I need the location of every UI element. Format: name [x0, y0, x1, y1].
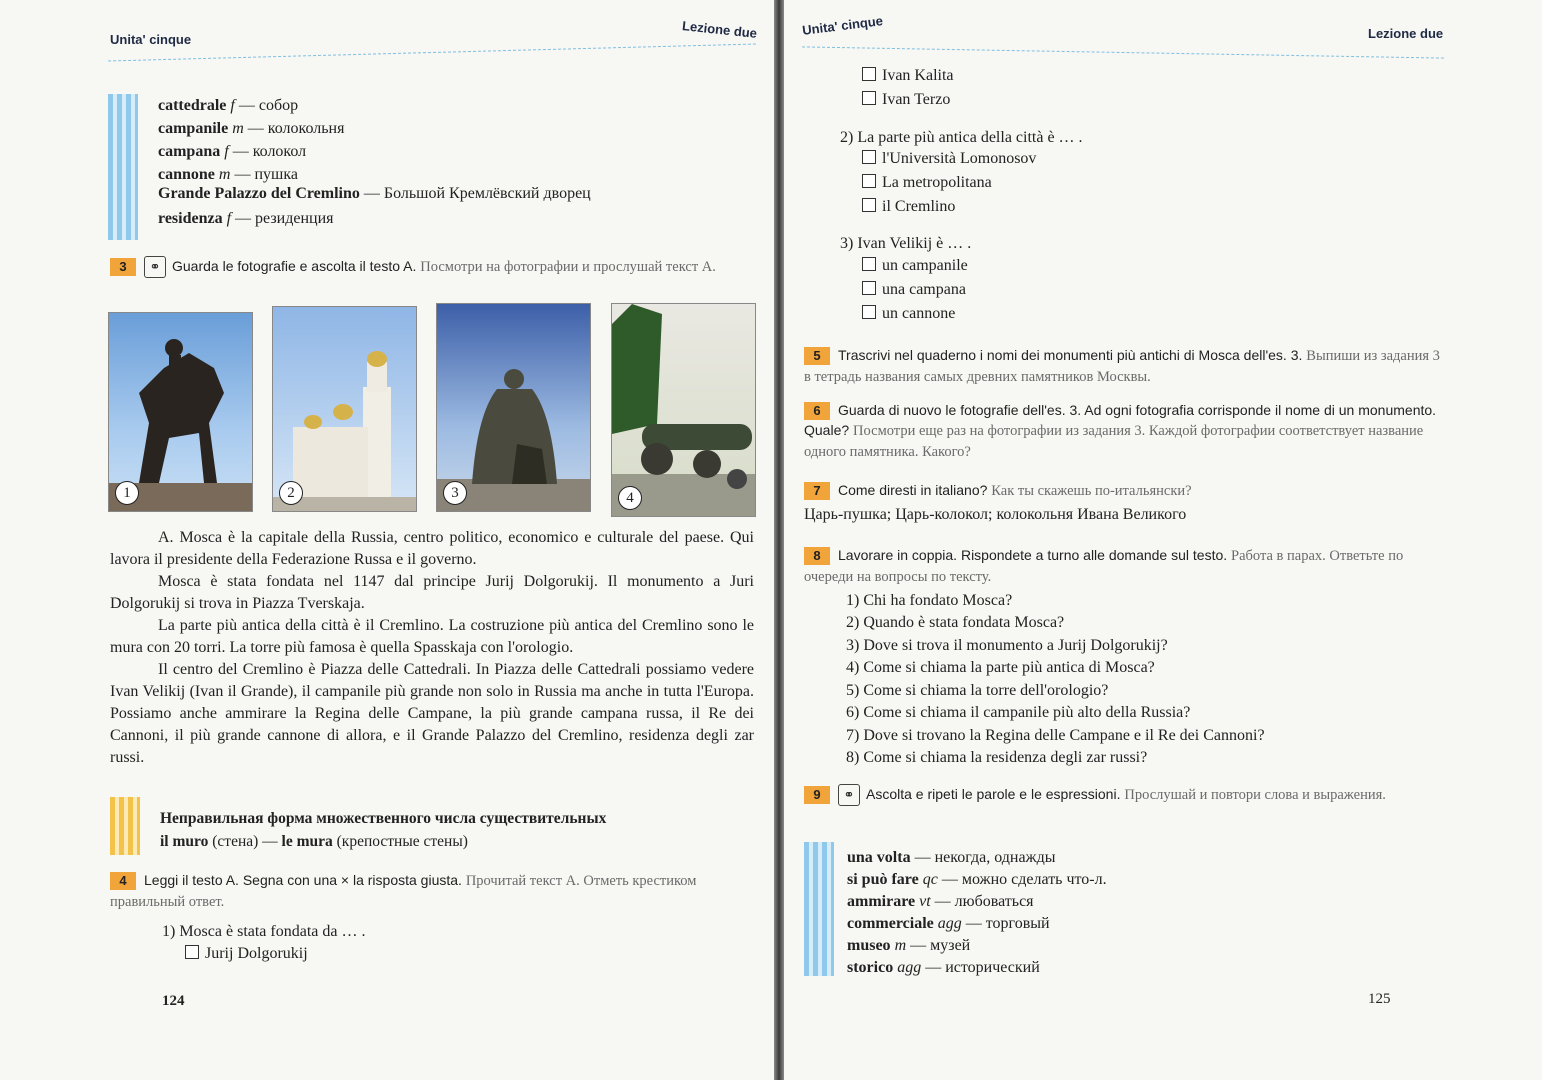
vocab-item: cattedrale f — собор — [158, 97, 299, 114]
answer-option[interactable]: una campana — [862, 278, 966, 302]
header-divider — [108, 44, 756, 62]
headphones-icon[interactable]: ⚭ — [144, 256, 166, 278]
text-a-paragraph: A. Mosca è la capitale della Russia, centro politico, economico e culturale del paese. Qui lavora il presidente della Federazione Russa e il governo. — [110, 529, 754, 568]
vocab-item: Grande Palazzo del Cremlino — Большой Кремлёвский дворец — [158, 185, 591, 202]
vocab-item: commerciale agg — торговый — [847, 915, 1050, 932]
photo-label: 2 — [279, 481, 303, 505]
exercise-number: 3 — [110, 258, 136, 276]
vocab-item: ammirare vt — любоваться — [847, 893, 1034, 910]
checkbox[interactable] — [862, 150, 876, 164]
exercise-number: 4 — [110, 872, 136, 890]
checkbox[interactable] — [862, 91, 876, 105]
answer-option[interactable]: La metropolitana — [862, 171, 992, 195]
exercise-instruction: Trascrivi nel quaderno i nomi dei monumenti più antichi di Mosca dell'es. 3. — [838, 347, 1303, 363]
exercise-number: 8 — [804, 547, 830, 565]
photo-label: 1 — [115, 481, 139, 505]
lesson-header: Lezione due — [1368, 26, 1444, 41]
question-item: 2) Quando è stata fondata Mosca? — [846, 614, 1065, 631]
vocab-bar — [804, 842, 834, 976]
exercise-number: 5 — [804, 347, 830, 365]
unit-header: Unita' cinque — [110, 32, 192, 47]
exercise-instruction-ru: Как ты скажешь по-итальянски? — [991, 483, 1192, 499]
photo-4 — [611, 303, 756, 517]
answer-option[interactable]: un cannone — [862, 302, 955, 326]
vocab-item: cannone m — пушка — [158, 166, 298, 183]
exercise-instruction-ru: Прослушай и повтори слова и выражения. — [1124, 787, 1386, 803]
vocab-item: campana f — колокол — [158, 143, 307, 160]
question-item: 3) Dove si trova il monumento a Jurij Dolgorukij? — [846, 637, 1168, 654]
photo-3 — [436, 303, 591, 512]
page-number: 125 — [1368, 991, 1391, 1007]
exercise-instruction: Lavorare in coppia. Rispondete a turno alle domande sul testo. — [838, 547, 1228, 563]
question-item: 6) Come si chiama il campanile più alto della Russia? — [846, 704, 1191, 721]
checkbox[interactable] — [862, 174, 876, 188]
tsar-cannon-image — [612, 304, 755, 516]
checkbox[interactable] — [862, 198, 876, 212]
exercise-instruction-ru: Прочитай текст А. Отметь крестиком правильный ответ. — [110, 873, 697, 910]
question-item: 4) Come si chiama la parte più antica di Mosca? — [846, 659, 1155, 676]
text-a-paragraph: La parte più antica della città è il Cremlino. La costruzione più antica del Cremlino sono le mura con 20 torri. La torre più famosa è quella Spasskaja con l'orologio. — [110, 617, 754, 656]
exercise-instruction: Leggi il testo A. Segna con una × la risposta giusta. — [144, 872, 462, 888]
exercise-5 — [804, 345, 1446, 387]
checkbox[interactable] — [862, 281, 876, 295]
photo-label: 4 — [618, 486, 642, 510]
exercise-instruction: Ascolta e ripeti le parole e le espressioni. — [866, 786, 1121, 802]
vocab-item: una volta — некогда, однажды — [847, 849, 1056, 866]
exercise-7-line: Царь-пушка; Царь-колокол; колокольня Ивана Великого — [804, 506, 1187, 523]
exercise-7 — [804, 480, 1446, 501]
question-item: 8) Come si chiama la residenza degli zar russi? — [846, 749, 1148, 766]
page-number: 124 — [162, 993, 185, 1009]
exercise-number: 7 — [804, 482, 830, 500]
text-a — [110, 527, 754, 769]
lesson-header: Lezione due — [681, 18, 758, 41]
answer-option[interactable]: Jurij Dolgorukij — [185, 942, 308, 966]
answer-option[interactable]: un campanile — [862, 254, 968, 278]
text-a-paragraph: Il centro del Cremlino è Piazza delle Cattedrali. In Piazza delle Cattedrali possiamo vedere Ivan Velikij (Ivan il Grande), il campanile più grande non solo in Russia ma anche in tutta l'Europa. Possiamo anche ammirare la Regina delle Campane, la più grande campana russa, il Re dei Cannoni, il più grande cannone di allora, e il Grande Palazzo del Cremlino, residenza degli zar russi. — [110, 661, 754, 766]
exercise-instruction-ru: Посмотри на фотографии и прослушай текст А. — [420, 259, 716, 275]
book-gutter — [774, 0, 784, 1080]
exercise-instruction: Guarda di nuovo le fotografie dell'es. 3. Ad ogni fotografia corrisponde il nome di un monumento. Quale? — [804, 402, 1437, 439]
exercise-6 — [804, 400, 1446, 462]
exercise-instruction: Guarda le fotografie e ascolta il testo A. — [172, 258, 417, 274]
grammar-bar — [110, 797, 140, 855]
question-2: 2) La parte più antica della città è … . — [840, 129, 1083, 146]
answer-option[interactable]: Ivan Kalita — [862, 64, 954, 88]
photo-1 — [108, 312, 253, 512]
headphones-icon[interactable]: ⚭ — [838, 784, 860, 806]
exercise-8 — [804, 545, 1446, 587]
bell-tower-image — [273, 307, 416, 511]
answer-option[interactable]: l'Università Lomonosov — [862, 147, 1036, 171]
exercise-4 — [110, 870, 750, 912]
right-page — [784, 0, 1542, 1080]
exercise-number: 9 — [804, 786, 830, 804]
vocab-item: si può fare qc — можно сделать что-л. — [847, 871, 1107, 888]
answer-option[interactable]: Ivan Terzo — [862, 88, 950, 112]
vocab-item: storico agg — исторический — [847, 959, 1040, 976]
exercise-instruction-ru: Работа в парах. Ответьте по очереди на вопросы по тексту. — [804, 548, 1404, 585]
checkbox[interactable] — [862, 67, 876, 81]
exercise-number: 6 — [804, 402, 830, 420]
vocab-bar — [108, 94, 138, 240]
question-item: 5) Come si chiama la torre dell'orologio? — [846, 682, 1109, 699]
question-1: 1) Mosca è stata fondata da … . — [162, 923, 366, 940]
checkbox[interactable] — [185, 945, 199, 959]
vocab-item: campanile m — колокольня — [158, 120, 345, 137]
header-divider — [802, 46, 1444, 58]
exercise-instruction-ru: Посмотри еще раз на фотографии из задания 3. Каждой фотографии соответствует название одного памятника. Какого? — [804, 423, 1424, 461]
grammar-example: il muro (стена) — le mura (крепостные стены) — [160, 833, 468, 850]
text-a-paragraph: Mosca è stata fondata nel 1147 dal principe Jurij Dolgorukij. Il monumento a Juri Dolgorukij si trova in Piazza Tverskaja. — [110, 573, 754, 612]
vocab-item: residenza f — резиденция — [158, 210, 334, 227]
vocab-item: museo m — музей — [847, 937, 971, 954]
photo-2 — [272, 306, 417, 512]
question-item: 1) Chi ha fondato Mosca? — [846, 592, 1013, 609]
unit-header: Unita' cinque — [801, 13, 884, 38]
exercise-instruction-ru: Выпиши из задания 3 в тетрадь названия самых древних памятников Москвы. — [804, 348, 1440, 385]
photo-label: 3 — [443, 481, 467, 505]
checkbox[interactable] — [862, 257, 876, 271]
tsar-bell-image — [437, 304, 590, 511]
question-item: 7) Dove si trovano la Regina delle Campane e il Re dei Cannoni? — [846, 727, 1265, 744]
grammar-title: Неправильная форма множественного числа существительных — [160, 810, 607, 827]
exercise-instruction: Come diresti in italiano? — [838, 482, 988, 498]
exercise-9 — [804, 784, 1446, 806]
question-3: 3) Ivan Velikij è … . — [840, 235, 972, 252]
answer-option[interactable]: il Cremlino — [862, 195, 955, 219]
exercise-3 — [110, 256, 758, 278]
checkbox[interactable] — [862, 305, 876, 319]
